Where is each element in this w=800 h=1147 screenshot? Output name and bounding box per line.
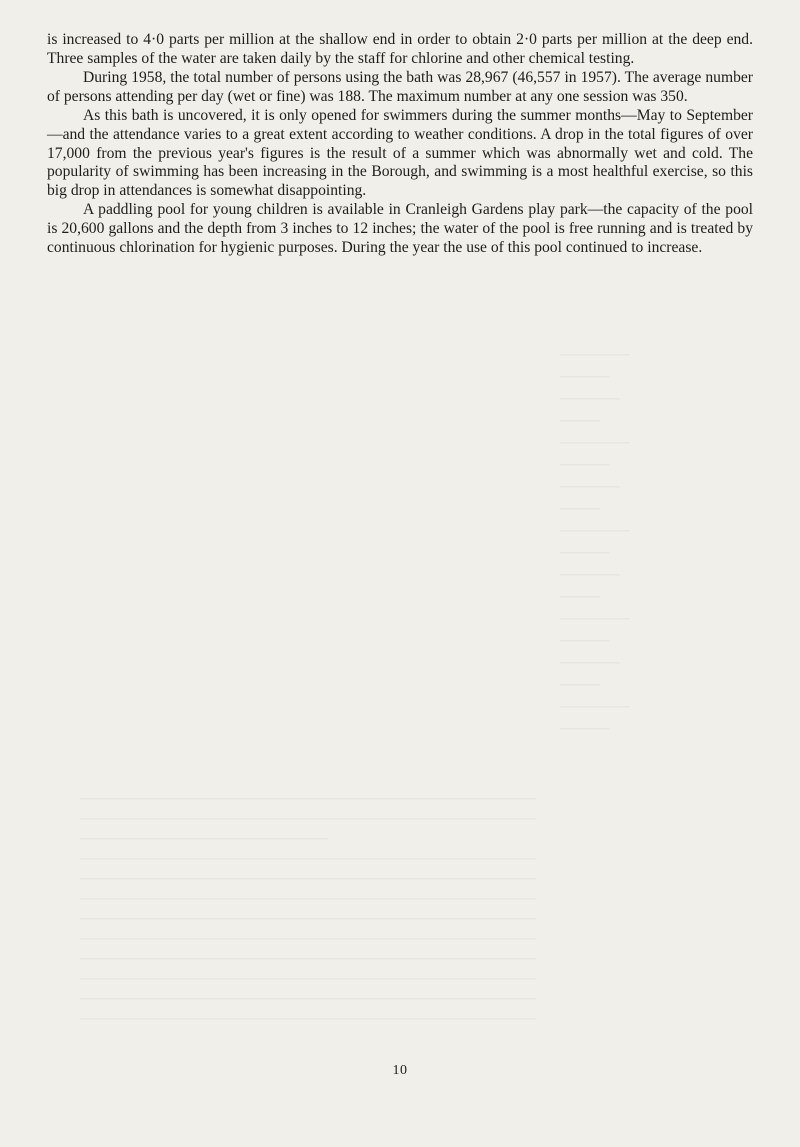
page-number: 10 — [392, 1063, 408, 1078]
body-text — [47, 31, 753, 258]
paragraph-paddling-pool: A paddling pool for young children is available in Cranleigh Gardens play park—the capacity of the pool is 20,600 gallons and the depth from 3 inches to 12 inches; the water of the pool is free running and is treated by continuous chlorination for hygienic purposes. During the year the use of this pool continued to increase. — [47, 201, 753, 256]
paragraph-uncovered-bath: As this bath is uncovered, it is only opened for swimmers during the summer months—May to September—and the attendance varies to a great extent according to weather conditions. A drop in the total figures of over 17,000 from the previous year's figures is the result of a summer which was abnormally wet and cold. The popularity of swimming has been increasing in the Borough, and swimming is a most healthful exercise, so this big drop in attendances is somewhat disappointing. — [47, 107, 753, 199]
show-through-texture: ─────── ───── ────── ──── ─────── ───── ────── ──── ─────── ───── ────── ──── ─────── ───── ────── ──── ─────── ───── — [560, 348, 630, 737]
paragraph-chlorine: is increased to 4·0 parts per million at the shallow end in order to obtain 2·0 parts per million at the deep end. Three samples of the water are taken daily by the staff for chlorine and other chemical testing. — [47, 31, 753, 67]
show-through-texture-lower: ────────────────────────────────────────────── ────────────────────────────────────────────── ───────────────────────── ────────────────────────────────────────────── ────────────────────────────────────────────── ────────────────────────────────────────────── ────────────────────────────────────────────── ────────────────────────────────────────────── ────────────────────────────────────────────── ────────────────────────────────────────────── ────────────────────────────────────────────── ────────────────────────────────────────────── — [80, 792, 537, 1027]
paragraph-attendance-1958: During 1958, the total number of persons using the bath was 28,967 (46,557 in 1957). The average number of persons attending per day (wet or fine) was 188. The maximum number at any one session was 350. — [47, 69, 753, 105]
